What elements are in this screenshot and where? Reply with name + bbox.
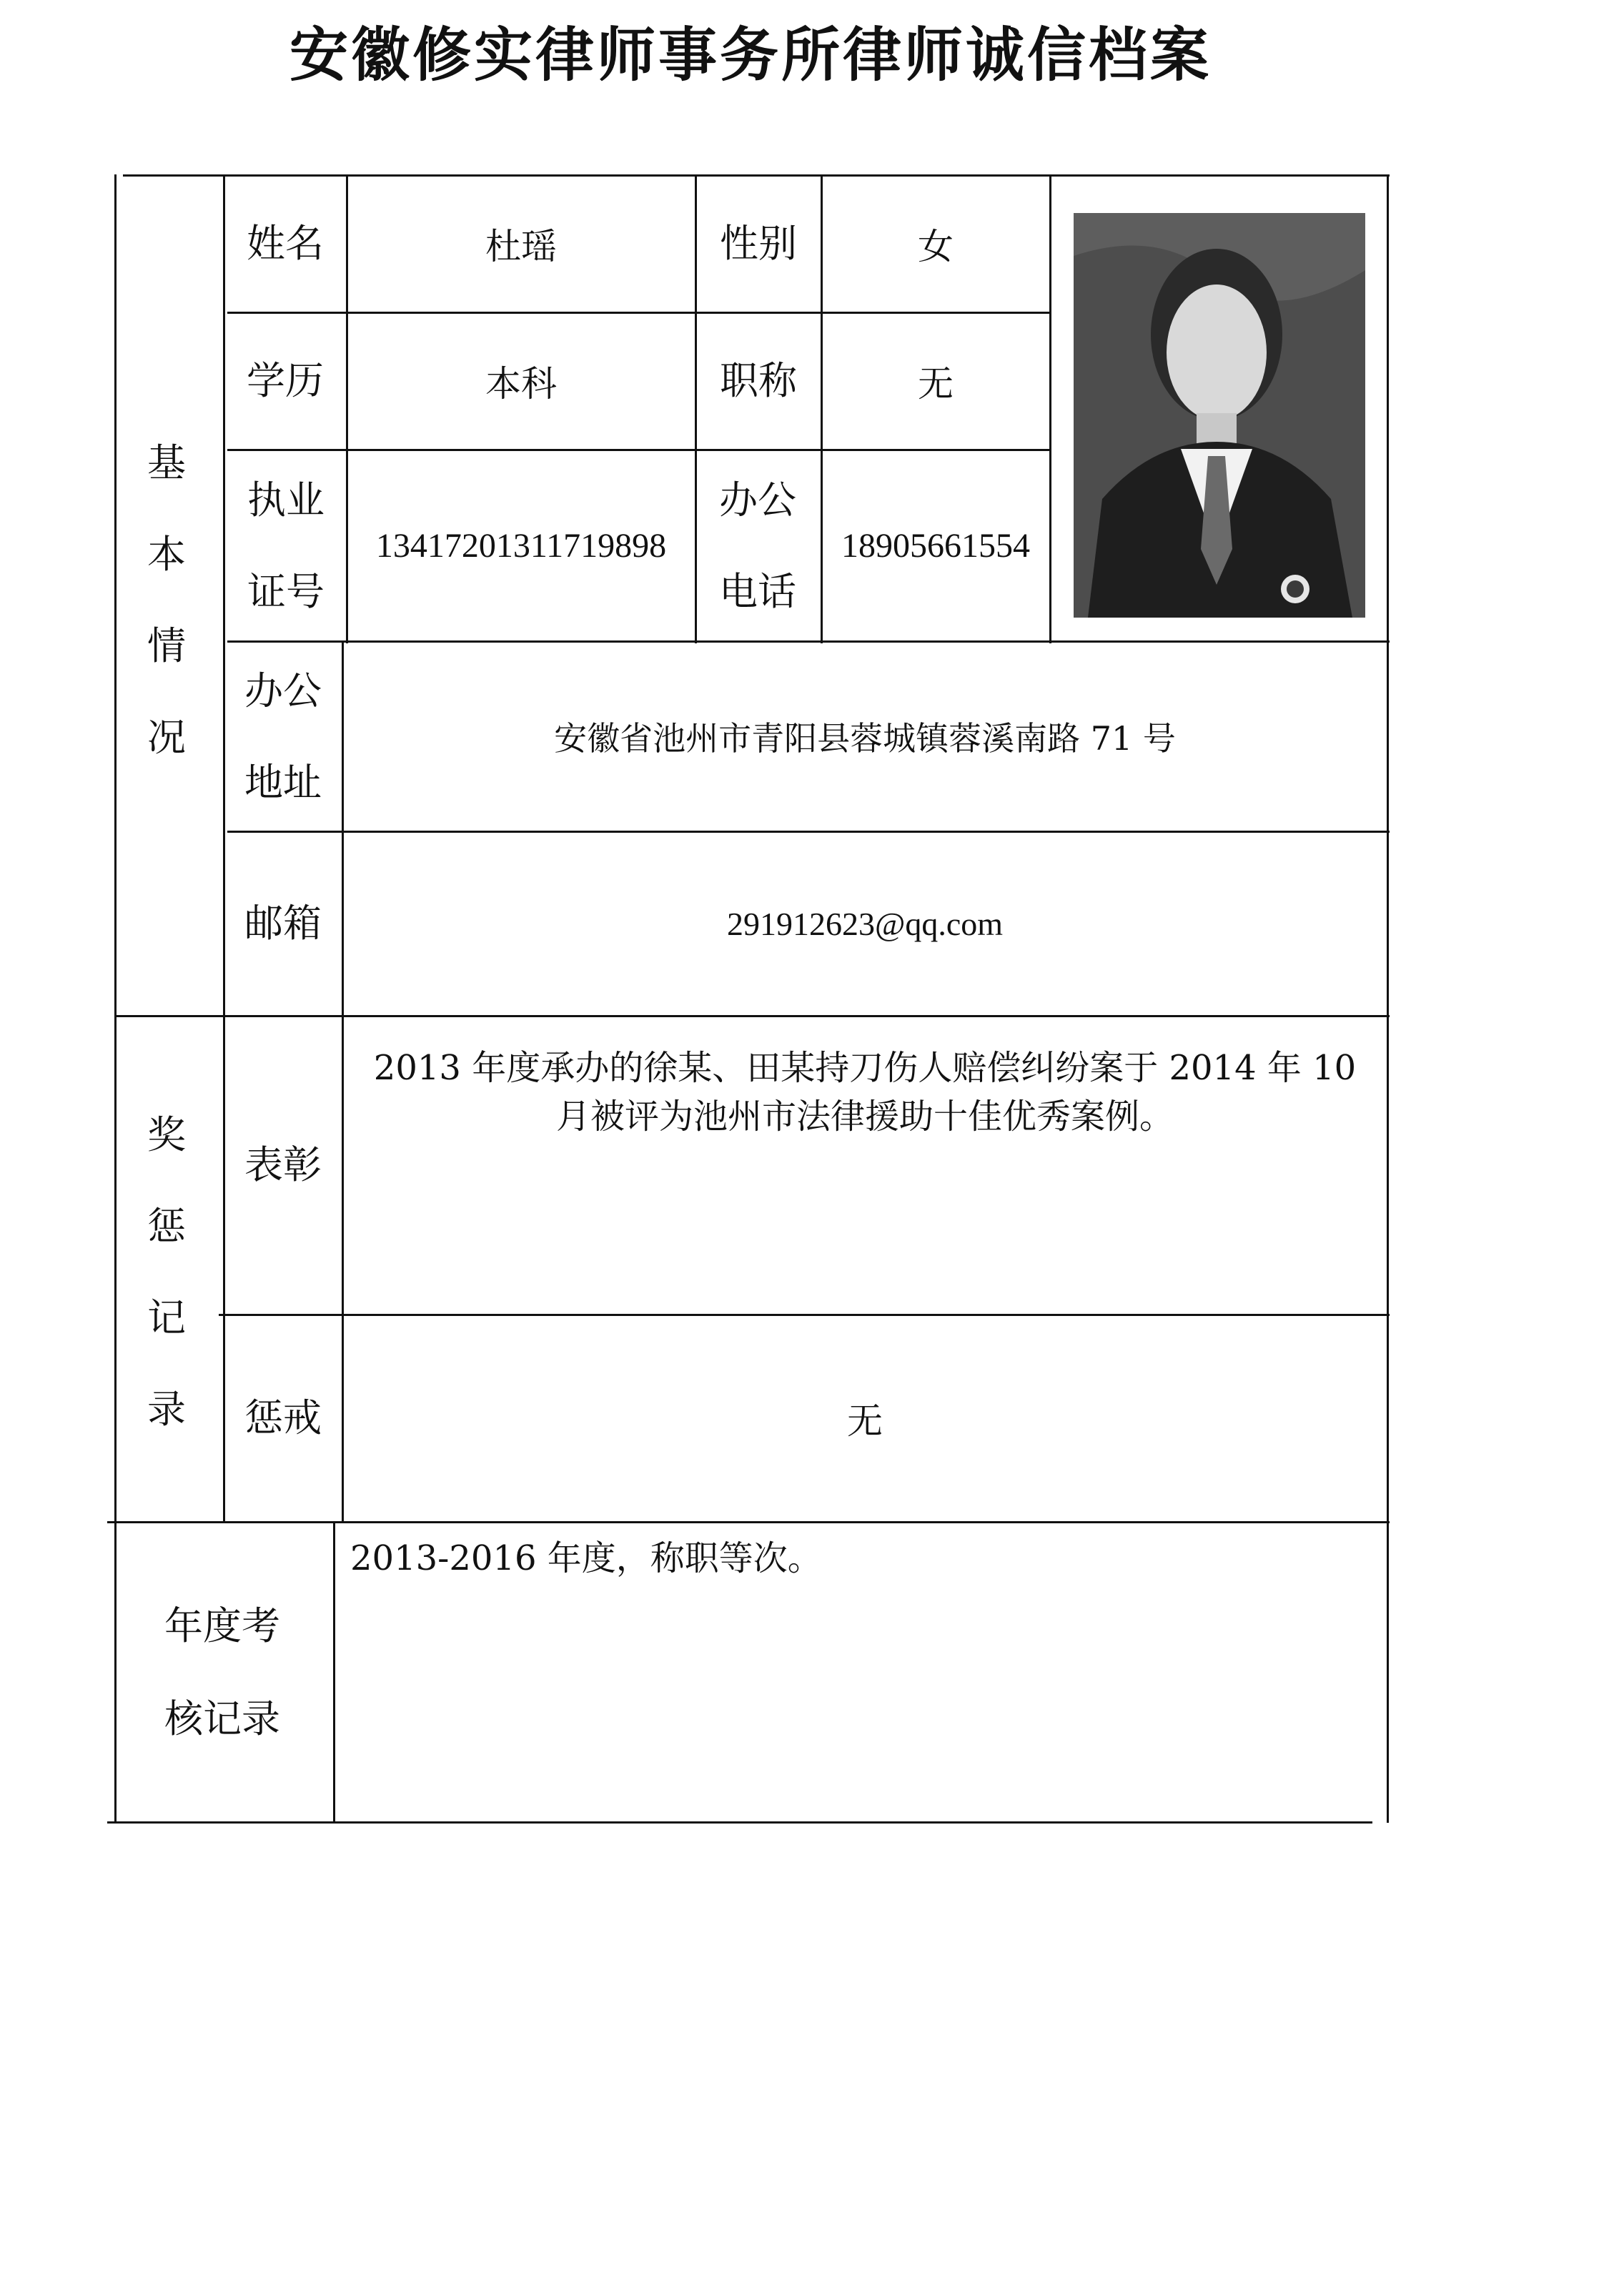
section-label-basic: 基本情况: [147, 440, 186, 760]
gender-label: 性别: [720, 221, 797, 266]
office-phone-label: 办公电话: [719, 478, 796, 614]
table-border-left: [114, 174, 117, 1823]
office-address-label: 办公地址: [244, 668, 322, 805]
office-phone-value: 18905661554: [841, 526, 1030, 565]
annual-review-record: 2013-2016 年度，称职等次。: [350, 1538, 822, 1578]
license-label: 执业证号: [247, 478, 325, 614]
name-value: 杜瑶: [485, 226, 557, 267]
section-label-rewards: 奖惩记录: [147, 1112, 186, 1432]
email-label: 邮箱: [244, 901, 322, 946]
email-value: 291912623@qq.com: [726, 905, 1004, 942]
commendation-label: 表彰: [244, 1142, 322, 1187]
page-title: 安徽修实律师事务所律师诚信档案: [289, 21, 1212, 89]
punishment-label: 惩戒: [244, 1395, 322, 1440]
education-value: 本科: [485, 363, 557, 405]
col-divider: [1049, 174, 1051, 643]
table-border-bottom: [107, 1821, 1372, 1824]
commendation-text: 2013 年度承办的徐某、田某持刀伤人赔偿纠纷案于 2014 年 10 月被评为池州市法律援助十佳优秀案例。: [373, 1048, 1357, 1137]
gender-value: 女: [918, 226, 954, 267]
table-border-right: [1387, 174, 1389, 1823]
portrait-graphic: [1074, 213, 1365, 618]
license-number: 13417201311719898: [375, 526, 667, 565]
lawyer-portrait-photo: [1074, 213, 1365, 618]
education-label: 学历: [247, 358, 324, 403]
annual-review-label: 年度考核记录: [164, 1603, 280, 1741]
professional-title-value: 无: [918, 363, 954, 405]
professional-title-label: 职称: [720, 358, 797, 403]
col-divider: [333, 1521, 335, 1823]
punishment-value: 无: [847, 1400, 883, 1442]
office-address-value: 安徽省池州市青阳县蓉城镇蓉溪南路 71 号: [554, 719, 1176, 758]
name-label: 姓名: [247, 221, 324, 266]
